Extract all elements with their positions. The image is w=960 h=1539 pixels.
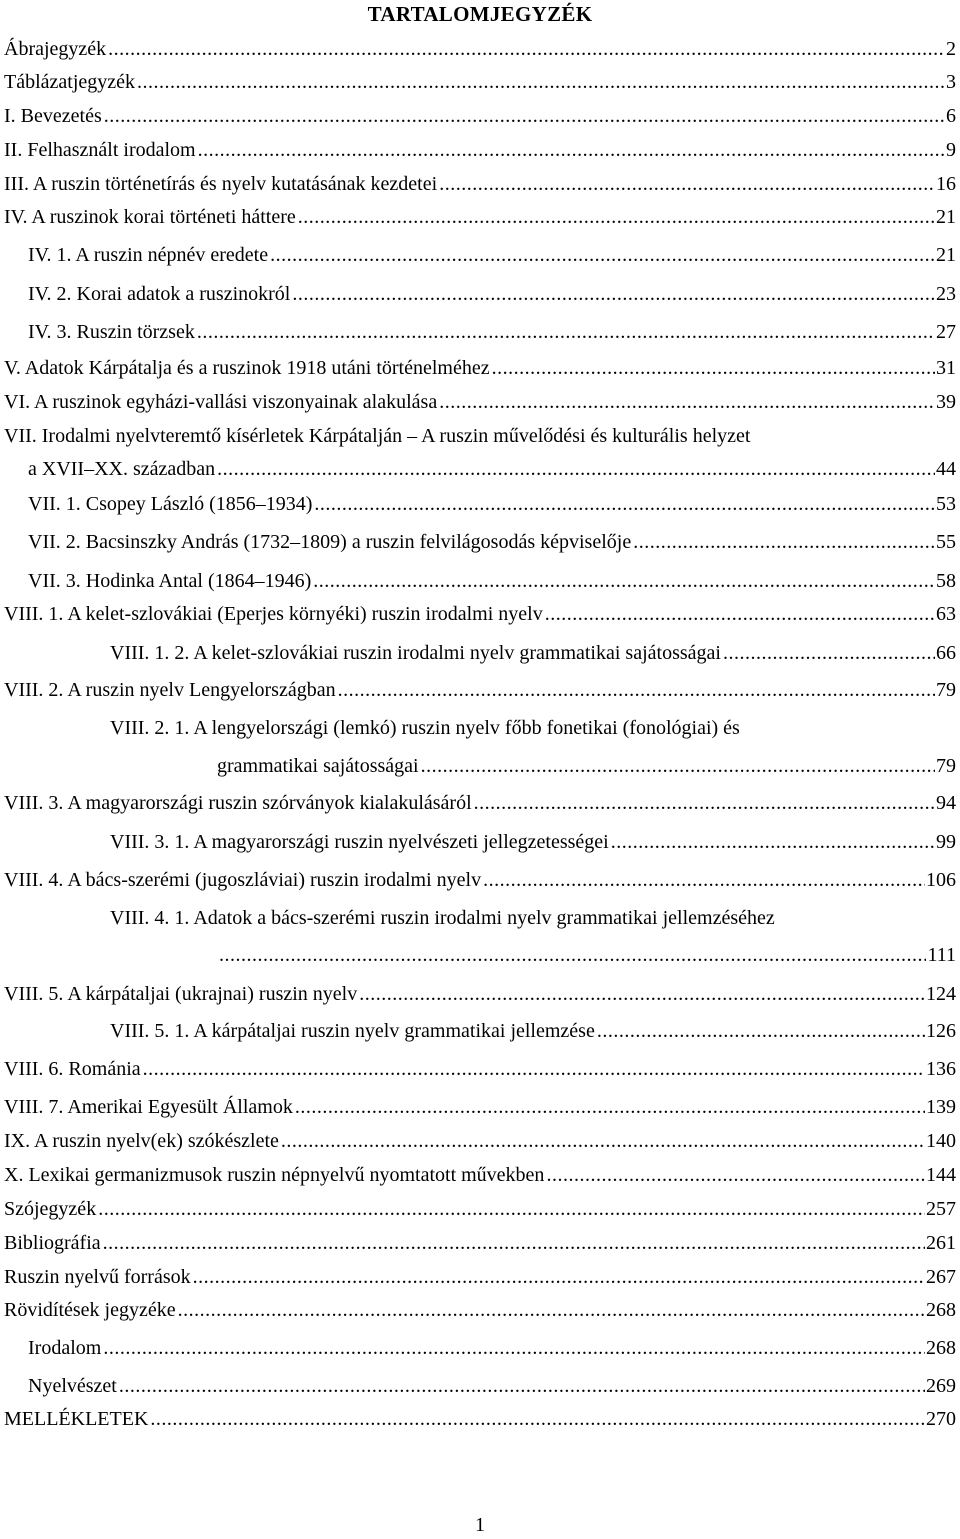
leader-dots	[98, 1196, 925, 1222]
toc-entry-page: 111	[927, 944, 956, 966]
toc-entry-page: 21	[936, 244, 956, 266]
leader-dots	[546, 1162, 925, 1188]
leader-dots	[338, 677, 935, 703]
leader-dots	[178, 1297, 925, 1323]
toc-entry[interactable]	[4, 355, 956, 381]
toc-entry-page: 58	[936, 570, 956, 592]
toc-entry[interactable]	[4, 389, 956, 415]
leader-dots	[298, 204, 935, 230]
toc-entry-page: 124	[926, 983, 956, 1005]
toc-title: TARTALOMJEGYZÉK	[367, 2, 593, 26]
toc-entry[interactable]	[110, 640, 956, 666]
toc-entry[interactable]	[28, 568, 956, 594]
toc-entry-page: 55	[936, 531, 956, 553]
toc-entry-page: 126	[926, 1020, 956, 1042]
toc-entry-page: 139	[926, 1096, 956, 1118]
toc-entry-page: 106	[926, 869, 956, 891]
toc-entry-page: 21	[936, 206, 956, 228]
toc-entry[interactable]	[4, 1162, 956, 1188]
toc-entry-page: 261	[926, 1232, 956, 1254]
toc-entry[interactable]	[4, 1297, 956, 1323]
toc-entry-label: IX. A ruszin nyelv(ek) szókészlete	[4, 1130, 279, 1152]
toc-entry-label-line1[interactable]: VII. Irodalmi nyelvteremtő kísérletek Kárpátalján – A ruszin művelődési és kulturális helyzet	[4, 425, 751, 447]
toc-entry-page: 79	[936, 755, 956, 777]
toc-entry[interactable]	[28, 281, 956, 307]
toc-entry[interactable]	[4, 867, 956, 893]
toc-entry-label-line2: a XVII–XX. században	[28, 458, 216, 480]
toc-entry[interactable]	[4, 1094, 956, 1120]
toc-entry-page: 31	[936, 357, 956, 379]
toc-entry-label: VIII. 6. Románia	[4, 1058, 141, 1080]
leader-dots	[633, 529, 935, 555]
leader-dots	[198, 137, 945, 163]
toc-entry[interactable]	[4, 1264, 956, 1290]
toc-entry-label: IV. 1. A ruszin népnév eredete	[28, 244, 269, 266]
leader-dots	[439, 389, 935, 415]
toc-entry-label: II. Felhasznált irodalom	[4, 139, 196, 161]
toc-entry-page: 63	[936, 603, 956, 625]
toc-entry-label: VII. 2. Bacsinszky András (1732–1809) a ruszin felvilágosodás képviselője	[28, 531, 632, 553]
leader-dots	[295, 1094, 925, 1120]
toc-entry-label: X. Lexikai germanizmusok ruszin népnyelvű nyomtatott művekben	[4, 1164, 545, 1186]
toc-entry[interactable]	[4, 1196, 956, 1222]
toc-entry-label: VI. A ruszinok egyházi-vallási viszonyainak alakulása	[4, 391, 438, 413]
toc-entry-label-line1[interactable]: VIII. 4. 1. Adatok a bács-szerémi ruszin irodalmi nyelv grammatikai jellemzéséhez	[110, 907, 775, 929]
toc-entry-page: 3	[946, 71, 956, 93]
leader-dots	[217, 456, 935, 482]
leader-dots	[197, 319, 935, 345]
leader-dots	[270, 242, 935, 268]
toc-entry[interactable]	[28, 1335, 956, 1361]
toc-entry-page: 16	[936, 173, 956, 195]
toc-entry-label-line1[interactable]: VIII. 2. 1. A lengyelországi (lemkó) ruszin nyelv főbb fonetikai (fonológiai) és	[110, 717, 740, 739]
leader-dots	[597, 1018, 925, 1044]
toc-entry-label: VIII. 2. A ruszin nyelv Lengyelországban	[4, 679, 336, 701]
toc-entry-label: IV. 2. Korai adatok a ruszinokról	[28, 283, 291, 305]
leader-dots	[474, 790, 935, 816]
toc-entry-page: 27	[936, 321, 956, 343]
toc-entry-page: 269	[926, 1375, 956, 1397]
toc-entry-page: 6	[946, 105, 956, 127]
toc-entry-label: Ruszin nyelvű források	[4, 1266, 191, 1288]
toc-entry[interactable]	[4, 677, 956, 703]
toc-entry[interactable]	[4, 204, 956, 230]
toc-entry-label: VIII. 3. A magyarországi ruszin szórványok kialakulásáról	[4, 792, 472, 814]
leader-dots	[359, 981, 925, 1007]
toc-entry-label: Ábrajegyzék	[4, 38, 107, 60]
toc-entry-page: 99	[936, 831, 956, 853]
leader-dots	[483, 867, 925, 893]
leader-dots	[611, 829, 935, 855]
leader-dots	[492, 355, 935, 381]
toc-entry-label: III. A ruszin történetírás és nyelv kutatásának kezdetei	[4, 173, 438, 195]
toc-entry-label: VIII. 5. 1. A kárpátaljai ruszin nyelv grammatikai jellemzése	[110, 1020, 595, 1042]
toc-entry-page: 23	[936, 283, 956, 305]
toc-entry-label: I. Bevezetés	[4, 105, 102, 127]
toc-entry-label: VIII. 7. Amerikai Egyesült Államok	[4, 1096, 293, 1118]
leader-dots	[314, 491, 935, 517]
toc-entry-label: VIII. 3. 1. A magyarországi ruszin nyelvészeti jellegzetességei	[110, 831, 609, 853]
page-number: 1	[475, 1514, 485, 1536]
leader-dots	[193, 1264, 925, 1290]
leader-dots	[292, 281, 935, 307]
leader-dots	[108, 36, 945, 62]
leader-dots	[219, 942, 926, 968]
leader-dots	[137, 69, 945, 95]
toc-entry-label: VIII. 1. 2. A kelet-szlovákiai ruszin irodalmi nyelv grammatikai sajátosságai	[110, 642, 721, 664]
toc-entry-label: VIII. 1. A kelet-szlovákiai (Eperjes környéki) ruszin irodalmi nyelv	[4, 603, 543, 625]
toc-entry[interactable]	[28, 319, 956, 345]
toc-entry[interactable]	[4, 981, 956, 1007]
toc-entry-page: 268	[926, 1337, 956, 1359]
toc-entry-label: VII. 1. Csopey László (1856–1934)	[28, 493, 313, 515]
toc-entry[interactable]	[28, 529, 956, 555]
toc-entry[interactable]	[4, 601, 956, 627]
toc-entry[interactable]	[4, 69, 956, 95]
toc-entry-label: VII. 3. Hodinka Antal (1864–1946)	[28, 570, 312, 592]
toc-entry[interactable]	[4, 1056, 956, 1082]
toc-entry-label: Bibliográfia	[4, 1232, 101, 1254]
toc-entry[interactable]	[4, 103, 956, 129]
toc-entry-label: VIII. 4. A bács-szerémi (jugoszláviai) ruszin irodalmi nyelv	[4, 869, 482, 891]
toc-entry[interactable]	[217, 753, 956, 779]
toc-entry-label: Rövidítések jegyzéke	[4, 1299, 176, 1321]
leader-dots	[313, 568, 935, 594]
toc-entry[interactable]	[28, 491, 956, 517]
leader-dots	[104, 103, 945, 129]
toc-entry-page: 66	[936, 642, 956, 664]
toc-entry-page: 144	[926, 1164, 956, 1186]
leader-dots	[421, 753, 935, 779]
toc-entry-page: 44	[936, 458, 956, 480]
leader-dots	[281, 1128, 925, 1154]
toc-entry[interactable]	[4, 36, 956, 62]
toc-entry-page: 268	[926, 1299, 956, 1321]
toc-entry[interactable]	[4, 137, 956, 163]
leader-dots	[103, 1335, 925, 1361]
toc-entry-label: Nyelvészet	[28, 1375, 117, 1397]
toc-entry-page: 79	[936, 679, 956, 701]
toc-entry[interactable]	[28, 456, 956, 482]
leader-dots	[103, 1230, 925, 1256]
toc-entry-page: 257	[926, 1198, 956, 1220]
toc-entry-label: IV. 3. Ruszin törzsek	[28, 321, 195, 343]
toc-entry[interactable]	[4, 1128, 956, 1154]
toc-entry-label: IV. A ruszinok korai történeti háttere	[4, 206, 296, 228]
toc-entry-page: 9	[946, 139, 956, 161]
toc-entry-page: 94	[936, 792, 956, 814]
toc-entry[interactable]	[4, 1406, 956, 1432]
toc-entry[interactable]	[28, 242, 956, 268]
toc-entry[interactable]	[110, 829, 956, 855]
toc-entry-label: Szójegyzék	[4, 1198, 97, 1220]
toc-entry-label: V. Adatok Kárpátalja és a ruszinok 1918 utáni történelméhez	[4, 357, 490, 379]
toc-entry[interactable]	[4, 1230, 956, 1256]
toc-entry-page: 267	[926, 1266, 956, 1288]
toc-entry-label: Irodalom	[28, 1337, 102, 1359]
toc-entry[interactable]	[217, 942, 956, 968]
leader-dots	[150, 1406, 925, 1432]
leader-dots	[439, 171, 935, 197]
toc-entry[interactable]	[4, 790, 956, 816]
leader-dots	[143, 1056, 925, 1082]
toc-entry-label: VIII. 5. A kárpátaljai (ukrajnai) ruszin nyelv	[4, 983, 358, 1005]
leader-dots	[723, 640, 935, 666]
leader-dots	[545, 601, 935, 627]
leader-dots	[119, 1373, 925, 1399]
toc-entry-label: Táblázatjegyzék	[4, 71, 136, 93]
toc-entry-page: 53	[936, 493, 956, 515]
toc-entry-page: 270	[926, 1408, 956, 1430]
toc-entry-label-line2: grammatikai sajátosságai	[217, 755, 419, 777]
toc-entry-label: MELLÉKLETEK	[4, 1408, 149, 1430]
toc-entry-page: 39	[936, 391, 956, 413]
toc-entry[interactable]	[28, 1373, 956, 1399]
toc-entry-page: 2	[946, 38, 956, 60]
toc-entry-page: 140	[926, 1130, 956, 1152]
toc-entry[interactable]	[110, 1018, 956, 1044]
toc-entry[interactable]	[4, 171, 956, 197]
toc-entry-page: 136	[926, 1058, 956, 1080]
